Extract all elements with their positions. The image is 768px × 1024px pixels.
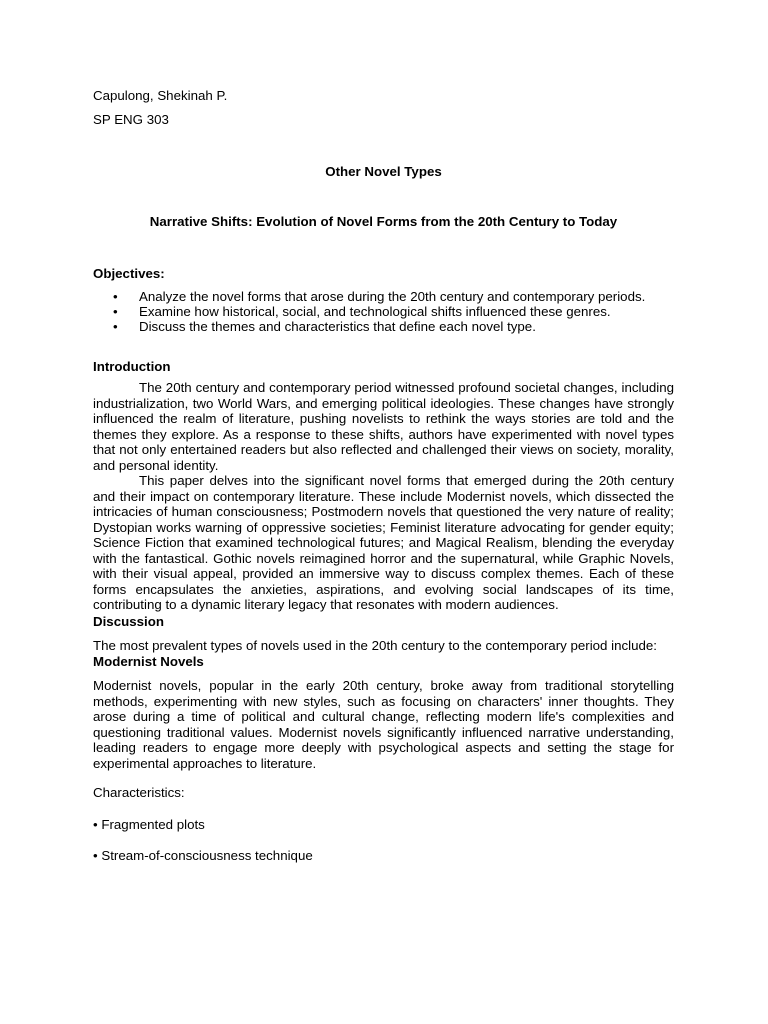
bullet-icon: • bbox=[113, 319, 118, 334]
objective-text: Discuss the themes and characteristics that define each novel type. bbox=[139, 319, 536, 334]
objective-text: Analyze the novel forms that arose during the 20th century and contemporary periods. bbox=[139, 289, 646, 304]
introduction-paragraph-2: This paper delves into the significant novel forms that emerged during the 20th century and their impact on contemporary literature. These include Modernist novels, which dissected the intricacies of human consciousness; Postmodern novels that questioned the very nature of reality; Dystopian works warning of oppressive societies; Feminist literature advocating for gender equity; Science Fiction that examined technological futures; and Magical Realism, blending the everyday with the fantastical. Gothic novels reimagined horror and the supernatural, while Graphic Novels, with their visual appeal, provided an immersive way to discuss complex themes. Each of these forms encapsulates the anxieties, aspirations, and evolving social landscapes of its time, contributing to a dynamic literary legacy that resonates with modern audiences. bbox=[93, 473, 674, 612]
author-name: Capulong, Shekinah P. bbox=[93, 88, 228, 103]
objective-item bbox=[93, 304, 674, 319]
course-code: SP ENG 303 bbox=[93, 112, 169, 127]
bullet-icon: • bbox=[113, 289, 118, 304]
discussion-paragraph: The most prevalent types of novels used in the 20th century to the contemporary period include: bbox=[93, 637, 657, 653]
objective-item bbox=[93, 319, 674, 334]
characteristic-item: • Stream-of-consciousness technique bbox=[93, 847, 313, 863]
document-body bbox=[93, 87, 674, 871]
introduction-paragraph-1: The 20th century and contemporary period witnessed profound societal changes, including industrialization, two World Wars, and emerging political ideologies. These changes have strongly influenced the realm of literature, pushing novelists to rethink the ways stories are told and the themes they explore. As a response to these shifts, authors have experimented with novel types that not only entertained readers but also reflected and challenged their views on society, morality, and personal identity. bbox=[93, 380, 674, 473]
document-title: Other Novel Types bbox=[325, 164, 442, 179]
objectives-heading: Objectives: bbox=[93, 266, 165, 281]
discussion-heading: Discussion bbox=[93, 613, 164, 629]
characteristics-label: Characteristics: bbox=[93, 785, 185, 801]
bullet-icon: • bbox=[113, 304, 118, 319]
objective-item bbox=[93, 289, 674, 304]
introduction-heading: Introduction bbox=[93, 359, 171, 374]
objectives-list bbox=[93, 289, 674, 334]
modernist-heading: Modernist Novels bbox=[93, 654, 204, 669]
characteristic-item: • Fragmented plots bbox=[93, 816, 205, 832]
modernist-paragraph: Modernist novels, popular in the early 20th century, broke away from traditional storytelling methods, experimenting with new styles, such as focusing on characters' inner thoughts. They arose during a time of political and cultural change, reflecting modern life's complexities and questioning traditional values. Modernist novels significantly influenced narrative understanding, leading readers to engage more deeply with psychological aspects and setting the stage for experimental approaches to literature. bbox=[93, 678, 674, 771]
objective-text: Examine how historical, social, and technological shifts influenced these genres. bbox=[139, 304, 611, 319]
document-subtitle: Narrative Shifts: Evolution of Novel Forms from the 20th Century to Today bbox=[149, 214, 618, 229]
